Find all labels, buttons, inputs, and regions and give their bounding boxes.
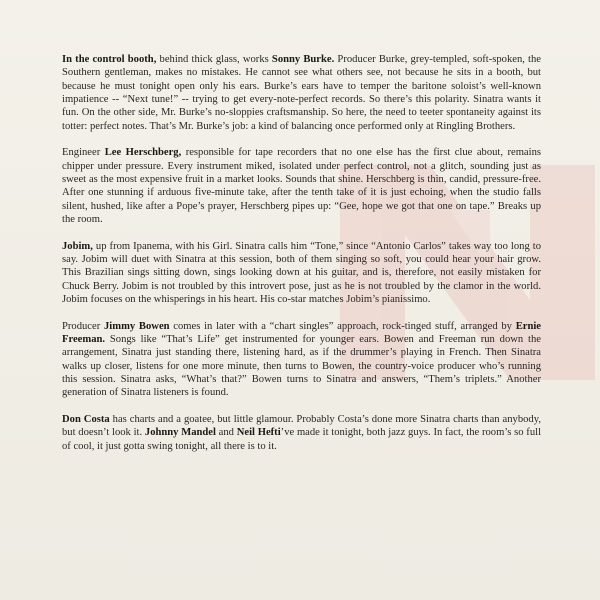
bold-name: Lee Herschberg, <box>104 147 182 159</box>
text-run: Producer <box>62 320 104 332</box>
bold-name: Jimmy Bowen <box>104 320 170 332</box>
paragraph-don-costa <box>62 413 541 453</box>
text-run: up from Ipanema, with his Girl. Sinatra calls him “Tone,” since “Antonio Carlos” takes way too long to say. Jobim will duet with Sinatra at this session, both of them singing so soft, you could hear your hair grow. This Brazilian sings sitting down, sings looking down at his guitar, and is, therefore, not easily mistaken for Chuck Berry. Jobim is not troubled by this introvert pose, just as he is not troubled by the clamor in the world. Jobim focuses on the whisperings in his heart. His co-star matches Jobim’s pianissimo. <box>62 240 541 306</box>
text-run: Songs like “That’s Life” get instrumented for younger ears. Bowen and Freeman run down the arrangement, Sinatra just standing there, listening hard, as if the drummer’s playing in French. Then Sinatra walks up closer, listens for one more minute, then turns to Bowen, the country-voice producer who’s running this session. Sinatra asks, “What’s that?” Bowen turns to Sinatra and answers, “Them’s triplets.” Another generation of Sinatra listeners is found. <box>62 334 541 399</box>
text-run: comes in later with a “chart singles” approach, rock-tinged stuff, arranged by <box>169 320 516 332</box>
paragraph-producer-bowen <box>62 320 541 400</box>
paragraph-engineer <box>62 146 541 226</box>
text-run: Producer Burke, grey-templed, soft-spoken, the Southern gentleman, makes no mistakes. He cannot see what others see, not because he sits in a booth, but because he must tonight open only his ears. Burke’s ears have to temper the baritone soloist’s well-known impatience -- “Next tune!” -- trying to get every-note-perfect records. So there’s this polarity. Sinatra wants it fun. On the other side, Mr. Burke’s no-sloppies craftsmanship. So here, the need to teeter spontaneity against its totter: perfect notes. That’s Mr. Burke’s job: a kind of balancing once performed only at Ringling Brothers. <box>62 54 542 132</box>
text-run: behind thick glass, works <box>156 54 272 65</box>
text-run: ’ve made it tonight, both jazz guys. In fact, the room’s so full of cool, it just gotta swing tonight, all there is to it. <box>62 427 542 452</box>
bold-name: In the control booth, <box>62 54 157 65</box>
article-body <box>62 53 541 466</box>
bold-name: Johnny Mandel <box>144 427 216 439</box>
text-run: and <box>215 427 237 439</box>
bold-name: Ernie Freeman. <box>62 320 542 346</box>
text-run: has charts and a goatee, but little glamour. Probably Costa’s done more Sinatra charts than anybody, but doesn’t look it. <box>62 414 541 439</box>
bold-name: Don Costa <box>62 414 110 426</box>
bold-name: Sonny Burke. <box>271 54 335 65</box>
bold-name: Jobim, <box>62 240 93 252</box>
paragraph-jobim <box>62 240 541 307</box>
bold-name: Neil Hefti <box>236 427 281 439</box>
text-run: responsible for tape recorders that no one else has the first clue about, remains chipper under pressure. Every instrument miked, isolated under perfect control, not a glitch, sounding just as sweet as the most expensive fruit in a market looks. Sounds that shine. Herschberg is thin, candid, pressure-free. After one stunning if arduous five-minute take, after the tenth take of it is just echoing, when the studio falls silent, hushed, like after a Pope’s prayer, Herschberg pipes up: “Gee, hope we got that one on tape.” Breaks up the room. <box>62 147 541 226</box>
text-run: Engineer <box>62 147 105 159</box>
paragraph-control-booth <box>62 53 541 133</box>
